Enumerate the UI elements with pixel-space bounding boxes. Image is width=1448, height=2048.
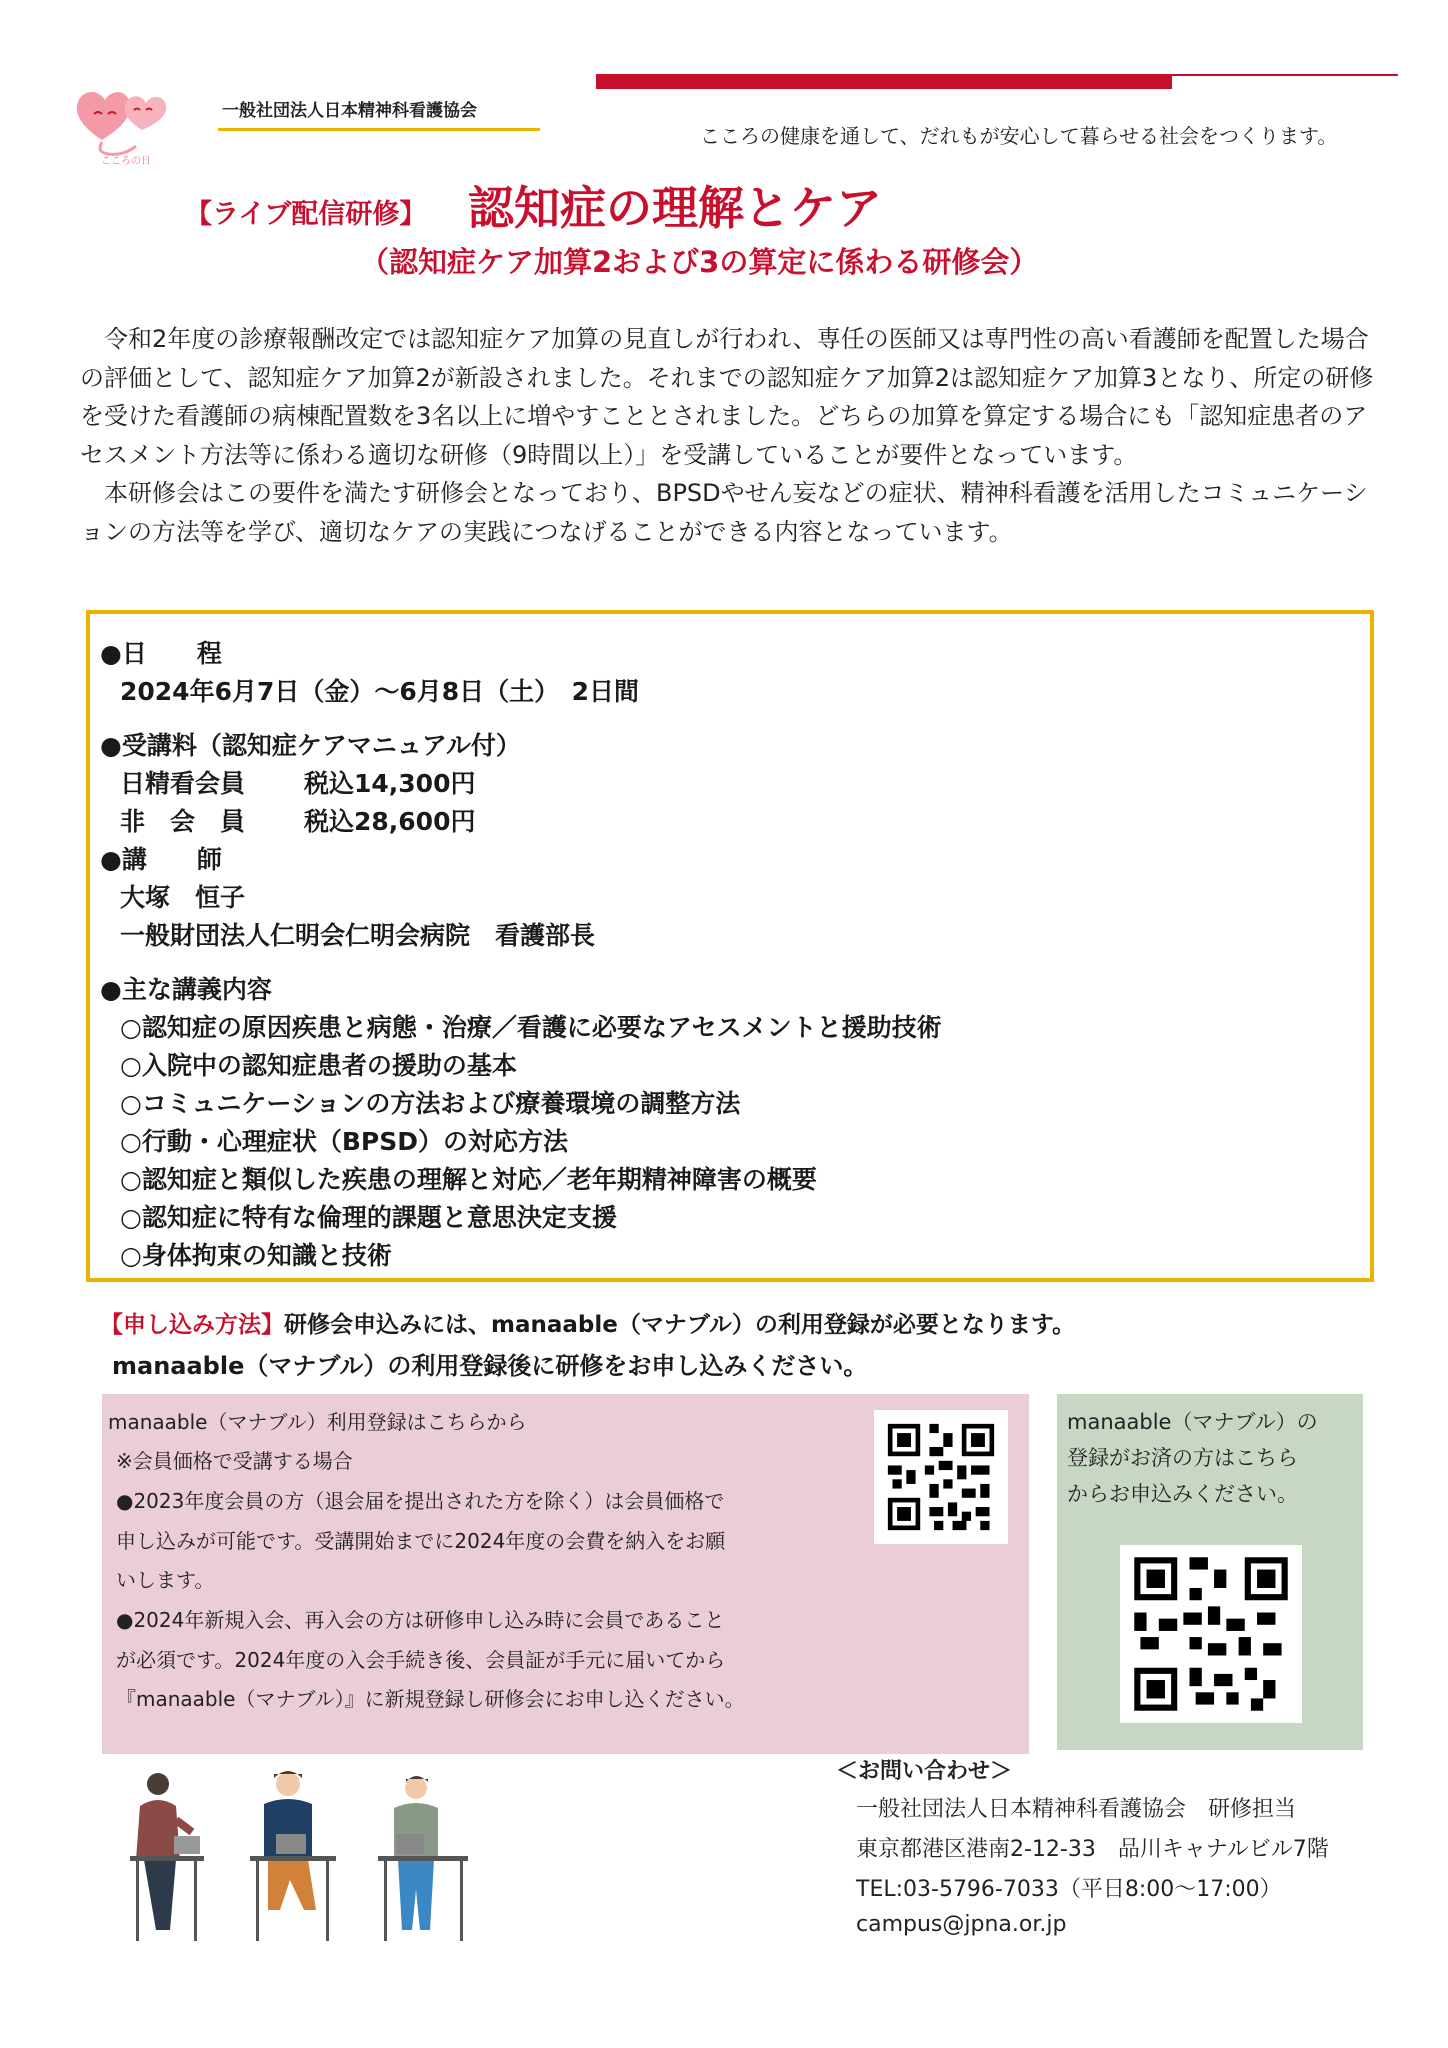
page-subtitle: （認知症ケア加算2および3の算定に係わる研修会） <box>360 245 1039 279</box>
apply-method <box>100 1306 1075 1339</box>
content-item: ○行動・心理症状（BPSD）の対応方法 <box>120 1127 568 1156</box>
title-prefix: 【ライブ配信研修】 <box>185 199 427 230</box>
contact-tel: TEL:03-5796-7033（平日8:00～17:00） <box>856 1877 1282 1902</box>
register-title: manaable（マナブル）利用登録はこちらから <box>108 1410 527 1434</box>
people-with-laptops-illustration <box>126 1770 478 1950</box>
logo-caption: こころの日 <box>101 156 151 166</box>
org-name: 一般社団法人日本精神科看護協会 <box>222 101 477 121</box>
contact-address: 東京都港区港南2-12-33 品川キャナルビル7階 <box>856 1837 1329 1862</box>
intro-paragraph-2: 本研修会はこの要件を満たす研修会となっており、BPSDやせん妄などの症状、精神科看護を活用したコミュニケーションの方法等を学び、適切なケアの実践につなげることができる内容となっています。 <box>80 479 1368 546</box>
fee-member-label: 日精看会員 <box>120 769 246 798</box>
content-item: ○認知症に特有な倫理的課題と意思決定支援 <box>120 1203 617 1232</box>
register-line: ●2023年度会員の方（退会届を提出された方を除く）は会員価格で <box>116 1489 725 1513</box>
content-item: ○認知症と類似した疾患の理解と対応／老年期精神障害の概要 <box>120 1165 817 1194</box>
apply-label: 【申し込み方法】 <box>100 1312 284 1338</box>
schedule-heading: ●日 程 <box>100 639 222 668</box>
content-item: ○コミュニケーションの方法および療養環境の調整方法 <box>120 1089 741 1118</box>
apply-qr-code[interactable] <box>1120 1545 1302 1723</box>
register-line: 『manaable（マナブル）』に新規登録し研修会にお申し込ください。 <box>116 1687 745 1711</box>
register-line: 申し込みが可能です。受講開始までに2024年度の会費を納入をお願 <box>116 1529 726 1553</box>
lecturer-heading: ●講 師 <box>100 845 222 874</box>
info-box <box>86 610 1374 1282</box>
content-heading: ●主な講義内容 <box>100 975 272 1004</box>
lecturer-name: 大塚 恒子 <box>120 883 246 912</box>
top-red-bar <box>596 76 1172 89</box>
contact-heading: ＜お問い合わせ＞ <box>836 1759 1013 1784</box>
registered-line: 登録がお済の方はこちら <box>1067 1446 1298 1470</box>
schedule-value: 2024年6月7日（金）～6月8日（土） 2日間 <box>120 677 640 706</box>
lecturer-affiliation: 一般財団法人仁明会仁明会病院 看護部長 <box>120 921 596 950</box>
register-line: が必須です。2024年度の入会手続き後、会員証が手元に届いてから <box>116 1648 726 1672</box>
content-item: ○認知症の原因疾患と病態・治療／看護に必要なアセスメントと援助技術 <box>120 1013 942 1042</box>
kokoro-no-hi-logo <box>72 78 180 166</box>
org-underline <box>218 128 540 131</box>
apply-line-2: manaable（マナブル）の利用登録後に研修をお申し込みください。 <box>112 1352 868 1380</box>
content-item: ○身体拘束の知識と技術 <box>120 1241 392 1270</box>
intro-text <box>80 320 1380 551</box>
contact-email[interactable]: campus@jpna.or.jp <box>856 1912 1067 1937</box>
fee-nonmember-price: 税込28,600円 <box>304 807 476 836</box>
fee-nonmember-label: 非 会 員 <box>120 807 246 836</box>
apply-line-1: 研修会申込みには、manaable（マナブル）の利用登録が必要となります。 <box>284 1312 1076 1338</box>
intro-paragraph-1: 令和2年度の診療報酬改定では認知症ケア加算の見直しが行われ、専任の医師又は専門性の高い看護師を配置した場合の評価として、認知症ケア加算2が新設されました。それまでの認知症ケア加算2は認知症ケア加算3となり、所定の研修を受けた看護師の病棟配置数を3名以上に増やすこととされました。どちらの加算を算定する場合にも「認知症患者のアセスメント方法等に係わる適切な研修（9時間以上）」を受講していることが要件となっています。 <box>80 325 1374 469</box>
registered-line: からお申込みください。 <box>1067 1482 1298 1506</box>
registered-line: manaable（マナブル）の <box>1067 1410 1318 1434</box>
page-title: 認知症の理解とケア <box>468 181 882 235</box>
contact-org: 一般社団法人日本精神科看護協会 研修担当 <box>856 1797 1297 1822</box>
register-qr-code[interactable] <box>874 1410 1008 1544</box>
fee-member-price: 税込14,300円 <box>304 769 476 798</box>
fee-heading: ●受講料（認知症ケアマニュアル付） <box>100 731 521 760</box>
register-line: ●2024年新規入会、再入会の方は研修申し込み時に会員であること <box>116 1608 725 1632</box>
register-line: いします。 <box>116 1568 215 1592</box>
slogan: こころの健康を通して、だれもが安心して暮らせる社会をつくります。 <box>700 124 1338 148</box>
register-line: ※会員価格で受講する場合 <box>116 1449 353 1473</box>
content-item: ○入院中の認知症患者の援助の基本 <box>120 1051 517 1080</box>
